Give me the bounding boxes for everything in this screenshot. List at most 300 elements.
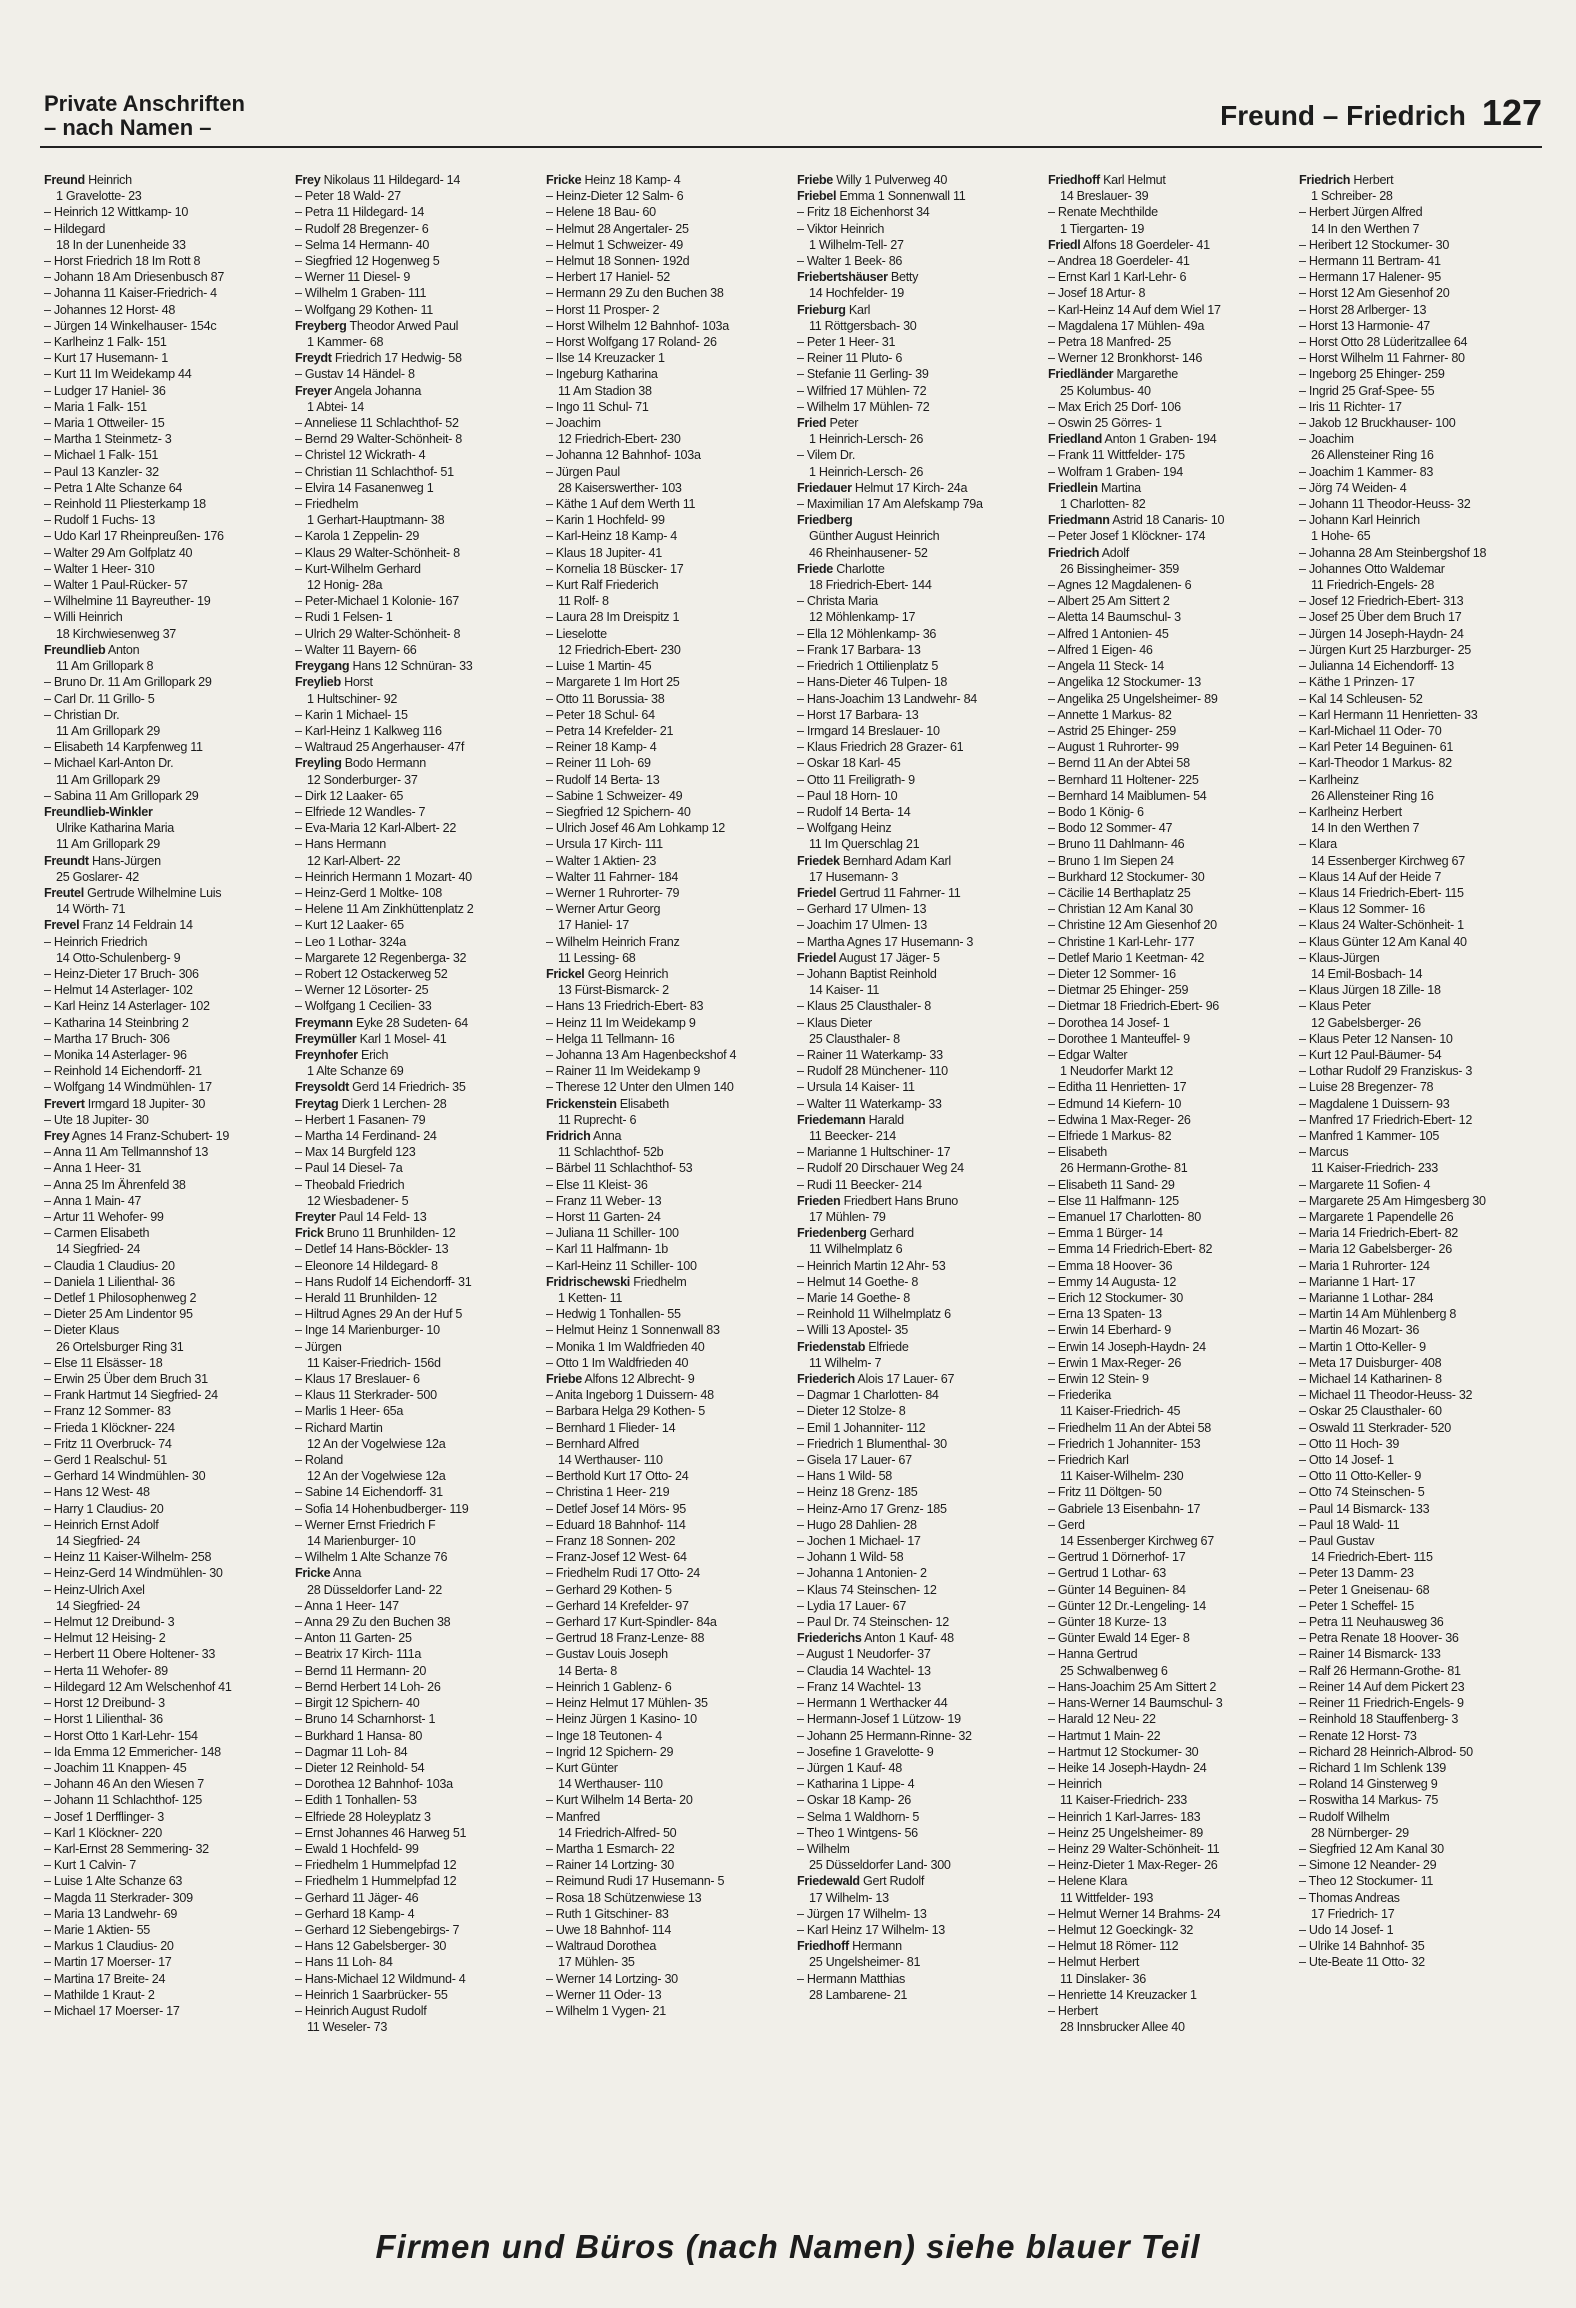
listing-line: – Ursula 14 Kaiser- 11 <box>797 1080 915 1095</box>
surname: Friedhoff <box>797 1939 849 1954</box>
listing-line: – Hans-Werner 14 Baumschul- 3 <box>1048 1696 1223 1711</box>
listing-line: – Franz-Josef 12 West- 64 <box>546 1550 687 1565</box>
listing-line: Fridrich Anna <box>546 1128 622 1143</box>
listing-line: – Maximilian 17 Am Alefskamp 79a <box>797 497 983 512</box>
listing-line: 14 Friedrich-Alfred- 50 <box>558 1825 677 1840</box>
listing-line: Freydt Friedrich 17 Hedwig- 58 <box>295 351 462 366</box>
listing-line: – Jürgen Paul <box>546 464 620 479</box>
listing-line: – Dietmar 18 Friedrich-Ebert- 96 <box>1048 999 1219 1014</box>
listing-line: 12 Gabelsberger- 26 <box>1311 1015 1421 1030</box>
listing-line: – Udo Karl 17 Rheinpreußen- 176 <box>44 529 224 544</box>
listing-line: – Sofia 14 Hohenbudberger- 119 <box>295 1501 469 1516</box>
listing-line: – Richard 1 Im Schlenk 139 <box>1299 1760 1446 1775</box>
listing-line: – Rudolf Wilhelm <box>1299 1809 1390 1824</box>
listing-line: 28 Düsseldorfer Land- 22 <box>307 1582 442 1597</box>
listing-line: – Inge 18 Teutonen- 4 <box>546 1728 663 1743</box>
listing-line: 25 Schwalbenweg 6 <box>1060 1663 1168 1678</box>
listing-line: – Frank 11 Wittfelder- 175 <box>1048 448 1185 463</box>
listing-line: 28 Kaiserswerther- 103 <box>558 480 682 495</box>
listing-line: – Peter-Michael 1 Kolonie- 167 <box>295 594 459 609</box>
listing-line: – Anna 1 Heer- 147 <box>295 1598 399 1613</box>
listing-line: – Therese 12 Unter den Ulmen 140 <box>546 1080 734 1095</box>
surname: Friedland <box>1048 432 1102 447</box>
listing-line: – Margarete 11 Sofien- 4 <box>1299 1177 1431 1192</box>
listing-line: – Gerhard 29 Kothen- 5 <box>546 1582 672 1597</box>
listing-line: – Ernst Karl 1 Karl-Lehr- 6 <box>1048 270 1187 285</box>
listing-line: – Gerhard 17 Kurt-Spindler- 84a <box>546 1615 717 1630</box>
listing-line: 46 Rheinhausener- 52 <box>809 545 928 560</box>
listing-line: – Margarete 1 Papendelle 26 <box>1299 1210 1454 1224</box>
surname: Friebel <box>797 189 837 204</box>
listing-line: – Otto 11 Freiligrath- 9 <box>797 772 915 787</box>
listing-line: 1 Heinrich-Lersch- 26 <box>809 464 924 479</box>
listing-line: – Klaus 12 Sommer- 16 <box>1299 902 1425 917</box>
listing-line: – Friedhelm <box>295 497 359 512</box>
listing-line: – Wilfried 17 Mühlen- 72 <box>797 383 927 398</box>
listing-line: – Maria 1 Falk- 151 <box>44 399 147 414</box>
listing-line: – Heinz 11 Kaiser-Wilhelm- 258 <box>44 1550 212 1565</box>
listing-line: Freyter Paul 14 Feld- 13 <box>295 1210 427 1224</box>
listing-line: Frevert Irmgard 18 Jupiter- 30 <box>44 1096 206 1111</box>
listing-line: – Friedrich 1 Blumenthal- 30 <box>797 1436 947 1451</box>
surname: Friedrich <box>1299 173 1351 187</box>
listing-line: – Karl-Heinz 11 Schiller- 100 <box>546 1258 697 1273</box>
listing-line: Freymann Eyke 28 Sudeten- 64 <box>295 1015 468 1030</box>
listing-line: 14 Hochfelder- 19 <box>809 286 905 301</box>
listing-line: – Beatrix 17 Kirch- 111a <box>295 1647 422 1662</box>
listing-line: – Heinz-Gerd 14 Windmühlen- 30 <box>44 1566 223 1581</box>
listing-line <box>797 512 1040 528</box>
listing-line: – Astrid 25 Ehinger- 259 <box>1048 723 1176 738</box>
listing-line: 1 Tiergarten- 19 <box>1060 221 1145 236</box>
listing-line: – Heinz-Dieter 17 Bruch- 306 <box>44 966 199 981</box>
listing-line: – Käthe 1 Auf dem Werth 11 <box>546 497 696 512</box>
listing-line: – Paul 13 Kanzler- 32 <box>44 464 159 479</box>
section-heading <box>44 92 245 140</box>
listing-line: – Anna 1 Heer- 31 <box>44 1161 142 1176</box>
listing-line: – Thomas Andreas <box>1299 1890 1400 1905</box>
listing-line: 17 Haniel- 17 <box>558 918 630 933</box>
listing-line: – Willi 13 Apostel- 35 <box>797 1323 908 1338</box>
listing-line: 11 Friedrich-Engels- 28 <box>1311 578 1435 593</box>
listing-line: – Ralf 26 Hermann-Grothe- 81 <box>1299 1663 1461 1678</box>
listing-line: – Ingrid 12 Spichern- 29 <box>546 1744 674 1759</box>
listing-line: – Ulrich 29 Walter-Schönheit- 8 <box>295 626 461 641</box>
listing-line: – Horst Wilhelm 12 Bahnhof- 103a <box>546 318 729 333</box>
listing-line: – Herbert <box>1048 2003 1098 2018</box>
listing-line: – Bodo 1 König- 6 <box>1048 804 1144 819</box>
listing-line: – Christine 1 Karl-Lehr- 177 <box>1048 934 1195 949</box>
surname: Freymann <box>295 1015 353 1030</box>
listing-line: – Rudolf 14 Berta- 13 <box>546 772 660 787</box>
listing-line: 14 In den Werthen 7 <box>1311 221 1420 236</box>
listing-line: – Bernd 29 Walter-Schönheit- 8 <box>295 432 462 447</box>
listing-line: 25 Kolumbus- 40 <box>1060 383 1151 398</box>
listing-line: – Helmut 28 Angertaler- 25 <box>546 221 689 236</box>
surname: Friedländer <box>1048 367 1114 382</box>
listing-line: – Rainer 14 Bismarck- 133 <box>1299 1647 1441 1662</box>
listing-line: – Ingeburg Katharina <box>546 367 658 382</box>
listing-line: – Friedhelm 1 Hummelpfad 12 <box>295 1858 457 1873</box>
listing-line: – Heinrich 1 Saarbrücker- 55 <box>295 1987 448 2002</box>
listing-line: 26 Ortelsburger Ring 31 <box>56 1339 184 1354</box>
listing-line: 17 Friedrich- 17 <box>1311 1906 1395 1921</box>
surname: Freymüller <box>295 1031 357 1046</box>
listing-line: – Angelika 25 Ungelsheimer- 89 <box>1048 691 1218 706</box>
listing-line: – Udo 14 Josef- 1 <box>1299 1922 1394 1937</box>
listing-line: – Wilhelm <box>797 1841 850 1856</box>
listing-line: – Klaus 24 Walter-Schönheit- 1 <box>1299 918 1464 933</box>
listing-line: – Annette 1 Markus- 82 <box>1048 707 1172 722</box>
surname: Freyter <box>295 1210 336 1224</box>
listing-line: Friedenstab Elfriede <box>797 1339 909 1354</box>
listing-line: 11 Am Grillopark 29 <box>56 723 160 738</box>
surname: Friedemann <box>797 1112 866 1127</box>
listing-line: 12 Sonderburger- 37 <box>307 772 418 787</box>
listing-line: – Hanna Gertrud <box>1048 1647 1138 1662</box>
column-1 <box>44 172 287 2198</box>
listing-line: – Karl-Heinz 18 Kamp- 4 <box>546 529 677 544</box>
listing-line: Freylieb Horst <box>295 675 373 690</box>
surname: Friedhoff <box>1048 173 1100 187</box>
listing-line: – Paul Gustav <box>1299 1534 1375 1549</box>
listing-line: – Maria 12 Gabelsberger- 26 <box>1299 1242 1452 1257</box>
listing-line: – Bruno 1 Im Siepen 24 <box>1048 853 1174 868</box>
listing-line: – Walter 11 Bayern- 66 <box>295 642 417 657</box>
listing-line: – Heike 14 Joseph-Haydn- 24 <box>1048 1760 1207 1775</box>
listing-line: – Sabine 14 Eichendorff- 31 <box>295 1485 443 1500</box>
listing-line: – Fritz 11 Overbruck- 74 <box>44 1436 172 1451</box>
surname: Fridrich <box>546 1128 591 1143</box>
listing-line: Friedauer Helmut 17 Kirch- 24a <box>797 480 968 495</box>
listing-line: – Karl-Theodor 1 Markus- 82 <box>1299 756 1452 771</box>
listing-line: – Ernst Johannes 46 Harweg 51 <box>295 1825 467 1840</box>
listing-line: – Petra 14 Krefelder- 21 <box>546 723 674 738</box>
listing-line: – Herta 11 Wehofer- 89 <box>44 1663 168 1678</box>
listing-line: – Katharina 1 Lippe- 4 <box>797 1777 915 1792</box>
listing-line: Friedhoff Hermann <box>797 1939 902 1954</box>
listing-line: – Bruno 14 Scharnhorst- 1 <box>295 1712 436 1727</box>
listing-line: – Wilhelmine 11 Bayreuther- 19 <box>44 594 211 609</box>
listing-line: – Heinz 29 Walter-Schönheit- 11 <box>1048 1841 1220 1856</box>
listing-line: – Uwe 18 Bahnhof- 114 <box>546 1922 672 1937</box>
listing-line: Friedmann Astrid 18 Canaris- 10 <box>1048 513 1225 528</box>
listing-line: – Andrea 18 Goerdeler- 41 <box>1048 254 1190 269</box>
listing-line: – Walter 1 Aktien- 23 <box>546 853 657 868</box>
listing-line: 18 Friedrich-Ebert- 144 <box>809 578 932 593</box>
listing-line: – Margarete 1 Im Hort 25 <box>546 675 680 690</box>
listing-line: – Heinrich Friedrich <box>44 934 148 949</box>
listing-line: – Friedrich 1 Johanniter- 153 <box>1048 1436 1201 1451</box>
listing-line: – Reinhold 11 Pliesterkamp 18 <box>44 497 206 512</box>
listing-line: – Horst 11 Prosper- 2 <box>546 302 660 317</box>
listing-line: – Leo 1 Lothar- 324a <box>295 934 406 949</box>
listing-line: – Peter 13 Damm- 23 <box>1299 1566 1414 1581</box>
listing-line: – Ulrich Josef 46 Am Lohkamp 12 <box>546 821 726 836</box>
listing-line: – Helmut 14 Goethe- 8 <box>797 1274 919 1289</box>
listing-line: 14 Breslauer- 39 <box>1060 189 1149 204</box>
listing-line: – Horst 12 Am Giesenhof 20 <box>1299 286 1450 301</box>
listing-line: – Reimund Rudi 17 Husemann- 5 <box>546 1874 725 1889</box>
listing-line: – Paul Dr. 74 Steinschen- 12 <box>797 1615 949 1630</box>
listing-line: Friederich Alois 17 Lauer- 67 <box>797 1372 955 1387</box>
surname: Friedlein <box>1048 480 1098 495</box>
listing-line: – Klara <box>1299 837 1337 852</box>
listing-line: – Harald 12 Neu- 22 <box>1048 1712 1156 1727</box>
listing-line: – Kurt 17 Husemann- 1 <box>44 351 168 366</box>
surname: Friedewald <box>797 1874 860 1889</box>
listing-line: 26 Bissingheimer- 359 <box>1060 561 1180 576</box>
listing-line: Friedrich Herbert <box>1299 173 1394 187</box>
listing-line: – Iris 11 Richter- 17 <box>1299 399 1402 414</box>
listing-line: – Elvira 14 Fasanenweg 1 <box>295 480 434 495</box>
listing-line: – Dorothea 12 Bahnhof- 103a <box>295 1777 453 1792</box>
listing-line: – Werner 11 Oder- 13 <box>546 1987 662 2002</box>
surname: Freyling <box>295 756 342 771</box>
listing-line: – Richard 28 Heinrich-Albrod- 50 <box>1299 1744 1473 1759</box>
listing-line: – Helmut 12 Dreibund- 3 <box>44 1615 175 1630</box>
listing-line: – Klaus Günter 12 Am Kanal 40 <box>1299 934 1467 949</box>
listing-line: 25 Clausthaler- 8 <box>809 1031 900 1046</box>
surname: Fried <box>797 416 827 431</box>
listing-line: – Meta 17 Duisburger- 408 <box>1299 1355 1442 1370</box>
listing-line: – Horst 1 Lilienthal- 36 <box>44 1712 163 1727</box>
listing-line: – Martha 1 Esmarch- 22 <box>546 1841 675 1856</box>
listing-line: – Kornelia 18 Büscker- 17 <box>546 561 684 576</box>
listing-line: – Peter 1 Heer- 31 <box>797 335 896 350</box>
listing-line: – Burkhard 1 Hansa- 80 <box>295 1728 423 1743</box>
listing-line: – Frank 17 Barbara- 13 <box>797 642 921 657</box>
listing-line: – Dietmar 25 Ehinger- 259 <box>1048 983 1189 998</box>
listing-line: 12 Möhlenkamp- 17 <box>809 610 916 625</box>
listing-line: Friebel Emma 1 Sonnenwall 11 <box>797 189 966 204</box>
listing-line: 13 Fürst-Bismarck- 2 <box>558 983 669 998</box>
listing-line: – Gabriele 13 Eisenbahn- 17 <box>1048 1501 1201 1516</box>
listing-line: – Johanna 13 Am Hagenbeckshof 4 <box>546 1047 737 1062</box>
listing-line: – Karl Heinz 17 Wilhelm- 13 <box>797 1922 945 1937</box>
listing-line: – Anna 11 Am Tellmannshof 13 <box>44 1145 209 1160</box>
listing-line: – Eva-Maria 12 Karl-Albert- 22 <box>295 821 457 836</box>
listing-line: – Friedhelm 1 Hummelpfad 12 <box>295 1874 457 1889</box>
listing-line: – Helene Klara <box>1048 1874 1128 1889</box>
listing-line: – Karola 1 Zeppelin- 29 <box>295 529 420 544</box>
listing-line: – Birgit 12 Spichern- 40 <box>295 1696 420 1711</box>
surname: Friedl <box>1048 237 1081 252</box>
listing-line: – Marianne 1 Hultschiner- 17 <box>797 1145 951 1160</box>
listing-line: – Gerd 1 Realschul- 51 <box>44 1453 167 1468</box>
listing-line: – Lydia 17 Lauer- 67 <box>797 1598 907 1613</box>
listing-line: – Gustav Louis Joseph <box>546 1647 668 1662</box>
listing-line: – Jürgen 1 Kauf- 48 <box>797 1760 902 1775</box>
surname: Fridrischewski <box>546 1274 630 1289</box>
listing-line: – Heinrich August Rudolf <box>295 2003 427 2018</box>
listing-line: – Maria 13 Landwehr- 69 <box>44 1906 178 1921</box>
listing-line: – Roswitha 14 Markus- 75 <box>1299 1793 1439 1808</box>
listing-line: – Dieter 12 Reinhold- 54 <box>295 1760 425 1775</box>
listing-line: – Marianne 1 Hart- 17 <box>1299 1274 1416 1289</box>
listing-line: – Helmut Herbert <box>1048 1955 1140 1970</box>
listing-line: – Walter 11 Waterkamp- 33 <box>797 1096 942 1111</box>
listing-line: – Oswald 11 Sterkrader- 520 <box>1299 1420 1451 1435</box>
listing-line: – Edgar Walter <box>1048 1047 1128 1062</box>
listing-line: 11 Kaiser-Friedrich- 233 <box>1060 1793 1187 1808</box>
listing-line: – Rudolf 28 Münchener- 110 <box>797 1064 948 1079</box>
listing-line: – Wolfgang 14 Windmühlen- 17 <box>44 1080 212 1095</box>
listing-line: 1 Wilhelm-Tell- 27 <box>809 237 904 252</box>
listing-line: – Horst 17 Barbara- 13 <box>797 707 919 722</box>
listing-line: – Jochen 1 Michael- 17 <box>797 1534 921 1549</box>
listing-line: – Jakob 12 Bruckhauser- 100 <box>1299 416 1456 431</box>
listing-line: – Josef 18 Artur- 8 <box>1048 286 1146 301</box>
listing-line: – Detlef 1 Philosophenweg 2 <box>44 1291 197 1306</box>
listing-line: Freund Heinrich <box>44 173 132 187</box>
listing-line: – Karin 1 Michael- 15 <box>295 707 408 722</box>
listing-line: 18 In der Lunenheide 33 <box>56 237 186 252</box>
listing-line: – Heinrich 1 Gablenz- 6 <box>546 1679 672 1694</box>
listing-line: – Burkhard 12 Stockumer- 30 <box>1048 869 1205 884</box>
listing-line: – Peter 18 Wald- 27 <box>295 189 401 204</box>
listing-line: – Gerhard 14 Windmühlen- 30 <box>44 1469 206 1484</box>
listing-line: – Josef 12 Friedrich-Ebert- 313 <box>1299 594 1464 609</box>
listing-line: 25 Goslarer- 42 <box>56 869 139 884</box>
surname: Freydt <box>295 351 332 366</box>
listing-line: – Horst Wilhelm 11 Fahrner- 80 <box>1299 351 1465 366</box>
listing-line: – Karl-Heinz 14 Auf dem Wiel 17 <box>1048 302 1221 317</box>
listing-line: – Gerhard 12 Siebengebirgs- 7 <box>295 1922 460 1937</box>
surname: Friederichs <box>797 1631 862 1646</box>
listing-line: – Helene 11 Am Zinkhüttenplatz 2 <box>295 902 474 917</box>
listing-line: Freytag Dierk 1 Lerchen- 28 <box>295 1096 447 1111</box>
listing-line: – Marie 14 Goethe- 8 <box>797 1291 911 1306</box>
listing-line: – Gerhard 17 Ulmen- 13 <box>797 902 927 917</box>
listing-line: 11 Rolf- 8 <box>558 594 609 609</box>
listing-line: – Artur 11 Wehofer- 99 <box>44 1210 164 1224</box>
listing-line: – Ingrid 25 Graf-Spee- 55 <box>1299 383 1435 398</box>
listing-line: – Erwin 14 Joseph-Haydn- 24 <box>1048 1339 1206 1354</box>
listing-line: – Hermann 29 Zu den Buchen 38 <box>546 286 724 301</box>
listing-line: – Sabina 11 Am Grillopark 29 <box>44 788 199 803</box>
listing-line: – Willi Heinrich <box>44 610 123 625</box>
listing-line: – Emanuel 17 Charlotten- 80 <box>1048 1210 1201 1224</box>
listing-line: 14 Wörth- 71 <box>56 902 126 917</box>
listing-line: – Wolfgang 29 Kothen- 11 <box>295 302 433 317</box>
listing-line: – Claudia 14 Wachtel- 13 <box>797 1663 931 1678</box>
listing-line: 1 Alte Schanze 69 <box>307 1064 404 1079</box>
listing-line: – Paul 14 Diesel- 7a <box>295 1161 403 1176</box>
listing-line: Fricke Anna <box>295 1566 362 1581</box>
listing-line: Ulrike Katharina Maria <box>56 821 174 836</box>
listing-line: 25 Ungelsheimer- 81 <box>809 1955 921 1970</box>
listing-line: – Peter Josef 1 Klöckner- 174 <box>1048 529 1206 544</box>
listing-line: – Bernhard Alfred <box>546 1436 639 1451</box>
listing-line: – Christian 12 Am Kanal 30 <box>1048 902 1193 917</box>
listing-line: – Emma 1 Bürger- 14 <box>1048 1226 1163 1241</box>
listing-line: – Gisela 17 Lauer- 67 <box>797 1453 912 1468</box>
listing-line: – Hans 12 West- 48 <box>44 1485 150 1500</box>
listing-line: – Kurt 12 Laaker- 65 <box>295 918 404 933</box>
listing-line: – Werner 1 Ruhrorter- 79 <box>546 885 680 900</box>
listing-line: 14 Friedrich-Ebert- 115 <box>1311 1550 1433 1565</box>
section-subtitle: – nach Namen – <box>44 115 212 140</box>
listing-line: 11 Ruprecht- 6 <box>558 1112 637 1127</box>
listing-line: – Karlheinz Herbert <box>1299 804 1402 819</box>
listing-line: – Erich 12 Stockumer- 30 <box>1048 1291 1183 1306</box>
column-6 <box>1299 172 1542 2198</box>
listing-line: – Oskar 25 Clausthaler- 60 <box>1299 1404 1442 1419</box>
listing-line: – Günter 18 Kurze- 13 <box>1048 1615 1167 1630</box>
listing-line: – Detlef Mario 1 Keetman- 42 <box>1048 950 1205 965</box>
listing-line: – Heinrich Martin 12 Ahr- 53 <box>797 1258 946 1273</box>
listing-line: – Reiner 11 Friedrich-Engels- 9 <box>1299 1696 1464 1711</box>
listing-line: – Reiner 14 Auf dem Pickert 23 <box>1299 1679 1465 1694</box>
listing-line: 14 Essenberger Kirchweg 67 <box>1060 1534 1214 1549</box>
listing-line: 11 Im Querschlag 21 <box>809 837 920 852</box>
listing-line: 12 Wiesbadener- 5 <box>307 1193 409 1208</box>
listing-line: – Friedhelm Rudi 17 Otto- 24 <box>546 1566 700 1581</box>
listing-line: – Heinrich <box>1048 1777 1102 1792</box>
listing-line: 1 Schreiber- 28 <box>1311 189 1393 204</box>
listing-line: – August 1 Neudorfer- 37 <box>797 1647 931 1662</box>
listing-line: – Joachim 1 Kammer- 83 <box>1299 464 1434 479</box>
listing-line: – Kurt Günter <box>546 1760 618 1775</box>
listing-line: – Johann 11 Schlachthof- 125 <box>44 1793 203 1808</box>
listing-line: – Monika 14 Asterlager- 96 <box>44 1047 187 1062</box>
listing-line: – Klaus 17 Breslauer- 6 <box>295 1372 420 1387</box>
listing-line: – Christian 11 Schlachthof- 51 <box>295 464 454 479</box>
surname: Friedel <box>797 885 837 900</box>
listing-line: – Barbara Helga 29 Kothen- 5 <box>546 1404 705 1419</box>
surname: Freyer <box>295 383 332 398</box>
listing-line: – Heinz Helmut 17 Mühlen- 35 <box>546 1696 708 1711</box>
listing-line: Friedewald Gert Rudolf <box>797 1874 925 1889</box>
listing-line: – Heinz 25 Ungelsheimer- 89 <box>1048 1825 1204 1840</box>
listing-line: 26 Hermann-Grothe- 81 <box>1060 1161 1188 1176</box>
listing-line: – Klaus Peter <box>1299 999 1371 1014</box>
listing-line: Frey Agnes 14 Franz-Schubert- 19 <box>44 1128 230 1143</box>
listing-line: – Markus 1 Claudius- 20 <box>44 1939 174 1954</box>
listing-line: – Rosa 18 Schützenwiese 13 <box>546 1890 702 1905</box>
directory-columns <box>44 172 1542 2198</box>
listing-line: – Erwin 12 Stein- 9 <box>1048 1372 1149 1387</box>
listing-line: – Christa Maria <box>797 594 878 609</box>
listing-line: – Wolfgang Heinz <box>797 821 892 836</box>
listing-line: – Emma 18 Hoover- 36 <box>1048 1258 1173 1273</box>
listing-line: – Agnes 12 Magdalenen- 6 <box>1048 578 1192 593</box>
surname: Freygang <box>295 659 350 674</box>
listing-line: 28 Nürnberger- 29 <box>1311 1825 1409 1840</box>
listing-line: – Ute 18 Jupiter- 30 <box>44 1112 149 1127</box>
listing-line: – Frieda 1 Klöckner- 224 <box>44 1420 175 1435</box>
listing-line: – Martha 1 Steinmetz- 3 <box>44 432 172 447</box>
listing-line: Friedel Gertrud 11 Fahrner- 11 <box>797 885 961 900</box>
listing-line: – Karin 1 Hochfeld- 99 <box>546 513 665 528</box>
listing-line: 1 Gerhart-Hauptmann- 38 <box>307 513 445 528</box>
listing-line: – Sabine 1 Schweizer- 49 <box>546 788 683 803</box>
listing-line: 1 Ketten- 11 <box>558 1291 623 1306</box>
listing-line: – Heinz 18 Grenz- 185 <box>797 1485 918 1500</box>
surname: Friedenberg <box>797 1226 867 1241</box>
listing-line: – Johann Baptist Reinhold <box>797 966 937 981</box>
listing-line: – Friedhelm 11 An der Abtei 58 <box>1048 1420 1211 1435</box>
listing-line: – Heinz-Arno 17 Grenz- 185 <box>797 1501 947 1516</box>
listing-line: – Margarete 12 Regenberga- 32 <box>295 950 467 965</box>
listing-line: – Werner Ernst Friedrich F <box>295 1517 436 1532</box>
listing-line: – Michael 11 Theodor-Heuss- 32 <box>1299 1388 1473 1403</box>
listing-line: – Siegfried 12 Hogenweg 5 <box>295 254 440 269</box>
listing-line: 11 Am Stadion 38 <box>558 383 652 398</box>
listing-line: – Martin 46 Mozart- 36 <box>1299 1323 1420 1338</box>
listing-line: – Kurt Ralf Friederich <box>546 578 659 593</box>
